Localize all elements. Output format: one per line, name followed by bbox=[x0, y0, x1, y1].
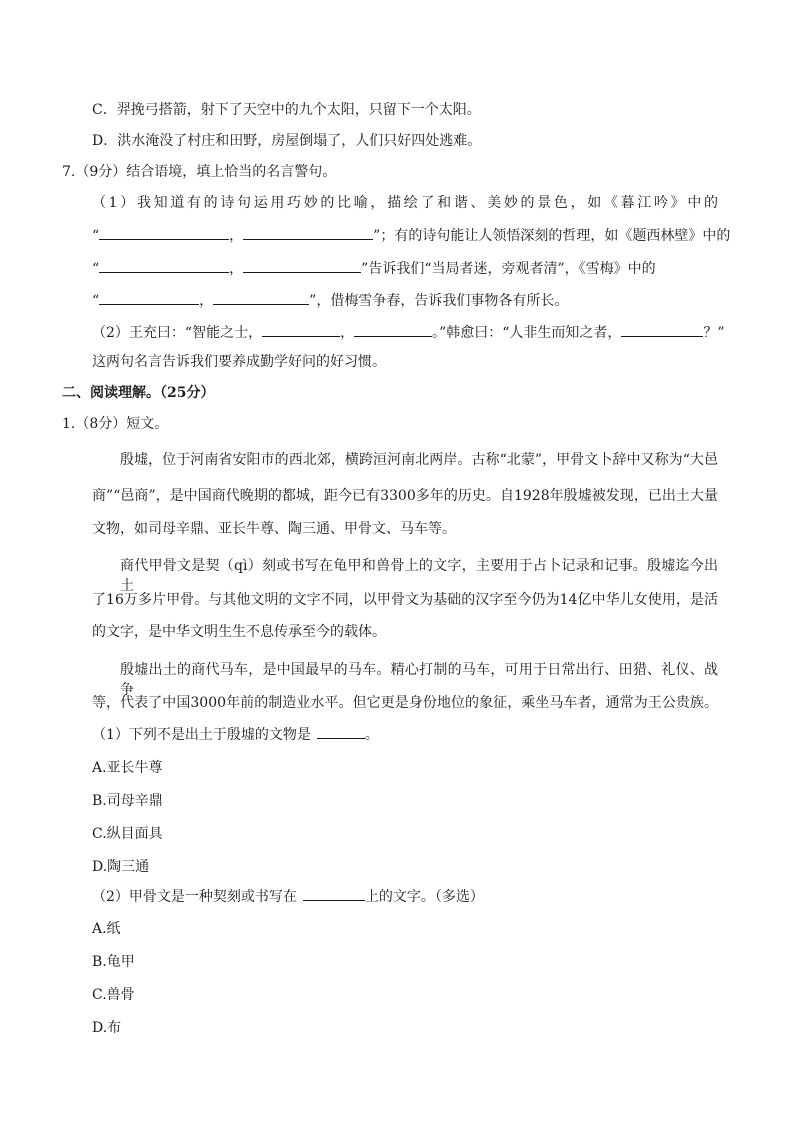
subq1-option-b: B.司母辛鼎 bbox=[92, 793, 163, 809]
answer-blank[interactable] bbox=[99, 290, 199, 305]
answer-blank[interactable] bbox=[99, 225, 229, 240]
answer-blank[interactable] bbox=[317, 724, 365, 739]
subq2-option-c: C.兽骨 bbox=[92, 987, 135, 1003]
passage-para3-line1: 殷墟出土的商代马车，是中国最早的马车。精心打制的马车，可用于日常出行、田猎、礼仪、战争 bbox=[120, 662, 718, 698]
q6-option-c: C．羿挽弓搭箭，射下了天空中的九个太阳，只留下一个太阳。 bbox=[92, 102, 481, 118]
subq2-option-d: D.布 bbox=[92, 1020, 122, 1036]
answer-blank[interactable] bbox=[99, 258, 229, 273]
answer-blank[interactable] bbox=[621, 322, 703, 337]
subq2-option-a: A.纸 bbox=[92, 921, 121, 937]
passage-para2-line3: 的文字，是中华文明生生不息传承至今的载体。 bbox=[92, 624, 386, 640]
answer-blank[interactable] bbox=[303, 886, 365, 901]
subq1-option-d: D.陶三通 bbox=[92, 859, 150, 875]
answer-blank[interactable] bbox=[243, 225, 373, 240]
q7-part1-line4: “ ， ”，借梅雪争春，告诉我们事物各有所长。 bbox=[92, 290, 568, 311]
passage-para1-line1: 殷墟，位于河南省安阳市的西北郊，横跨洹河南北两岸。古称“北蒙”，甲骨文卜辞中又称为“大邑 bbox=[120, 452, 718, 468]
answer-blank[interactable] bbox=[213, 290, 309, 305]
subq1-option-c: C.纵目面具 bbox=[92, 826, 163, 842]
passage-para1-line2: 商”“邑商”，是中国商代晚期的都城，距今已有3300多年的历史。自1928年殷墟被发现，已出土大量 bbox=[92, 488, 718, 504]
answer-blank[interactable] bbox=[243, 258, 361, 273]
subq1-stem: （1）下列不是出土于殷墟的文物是 。 bbox=[92, 724, 379, 745]
section-title: 二、阅读理解。（25分） bbox=[62, 385, 215, 401]
q7-part2-line1: （2）王充曰：“智能之士， ， 。”韩愈曰：“人非生而知之者， ？” bbox=[92, 322, 725, 343]
passage-para2-line2: 了16万多片甲骨。与其他文明的文字不同，以甲骨文为基础的汉字至今仍为14亿中华儿女使用，是活 bbox=[92, 592, 718, 608]
subq1-option-a: A.亚长牛尊 bbox=[92, 760, 163, 776]
passage-para2-line1: 商代甲骨文是契（qì）刻或书写在龟甲和兽骨上的文字，主要用于占卜记录和记事。殷墟迄今出土 bbox=[120, 558, 718, 594]
q7-header: 7.（9分）结合语境，填上恰当的名言警句。 bbox=[62, 164, 337, 180]
passage-para1-line3: 文物，如司母辛鼎、亚长牛尊、陶三通、甲骨文、马车等。 bbox=[92, 521, 456, 537]
q1-header: 1.（8分）短文。 bbox=[62, 416, 169, 432]
q7-part2-line2: 这两句名言告诉我们要养成勤学好问的好习惯。 bbox=[92, 354, 386, 370]
answer-blank[interactable] bbox=[262, 322, 340, 337]
subq2-option-b: B.龟甲 bbox=[92, 954, 135, 970]
subq2-stem: （2）甲骨文是一种契刻或书写在 上的文字。（多选） bbox=[92, 886, 484, 907]
answer-blank[interactable] bbox=[354, 322, 432, 337]
q6-option-d: D．洪水淹没了村庄和田野，房屋倒塌了，人们只好四处逃难。 bbox=[92, 133, 482, 149]
q7-part1-line1: （1）我知道有的诗句运用巧妙的比喻，描绘了和谐、美妙的景色，如《暮江吟》中的 bbox=[92, 195, 718, 211]
q7-part1-line2: “ ， ”；有的诗句能让人领悟深刻的哲理，如《题西林壁》中的 bbox=[92, 225, 730, 246]
passage-para3-line2: 等，代表了中国3000年前的制造业水平。但它更是身份地位的象征，乘坐马车者，通常为王公贵族。 bbox=[92, 695, 718, 711]
q7-part1-line3: “ ， ”告诉我们“当局者迷，旁观者清”，《雪梅》中的 bbox=[92, 258, 656, 279]
